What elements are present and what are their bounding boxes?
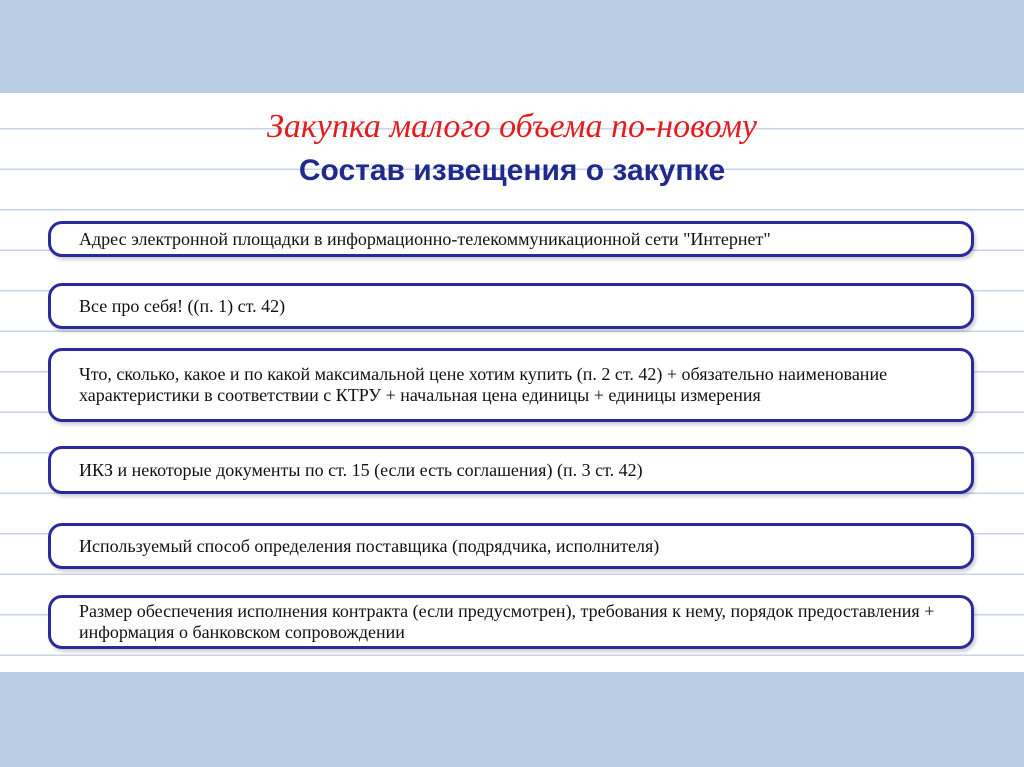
list-item-text: Что, сколько, какое и по какой максимальной цене хотим купить (п. 2 ст. 42) + обязательно наименование характеристики в соответствии с КТРУ + начальная цена единицы + единицы измерения [79, 364, 888, 405]
list-item-text: Все про себя! ((п. 1) ст. 42) [79, 295, 286, 316]
list-item-text: Используемый способ определения поставщика (подрядчика, исполнителя) [79, 535, 660, 556]
list-item-about-self [48, 283, 974, 329]
list-item-text: Адрес электронной площадки в информационно-телекоммуникационной сети "Интернет" [79, 228, 771, 249]
list-item-text: Размер обеспечения исполнения контракта (если предусмотрен), требования к нему, порядок предоставления + информация о банковском сопровождении [79, 601, 935, 642]
slide-title: Закупка малого объема по-новому [267, 108, 757, 145]
list-item-ikz [48, 446, 974, 494]
slide [0, 93, 1024, 672]
list-item-address [48, 221, 974, 257]
list-item-what-to-buy [48, 348, 974, 422]
list-item-security [48, 595, 974, 649]
list-item-method [48, 523, 974, 569]
slide-subtitle: Состав извещения о закупке [298, 154, 726, 187]
list-item-text: ИКЗ и некоторые документы по ст. 15 (если есть соглашения) (п. 3 ст. 42) [79, 459, 643, 480]
bottom-band [0, 672, 1024, 767]
top-band [0, 0, 1024, 93]
